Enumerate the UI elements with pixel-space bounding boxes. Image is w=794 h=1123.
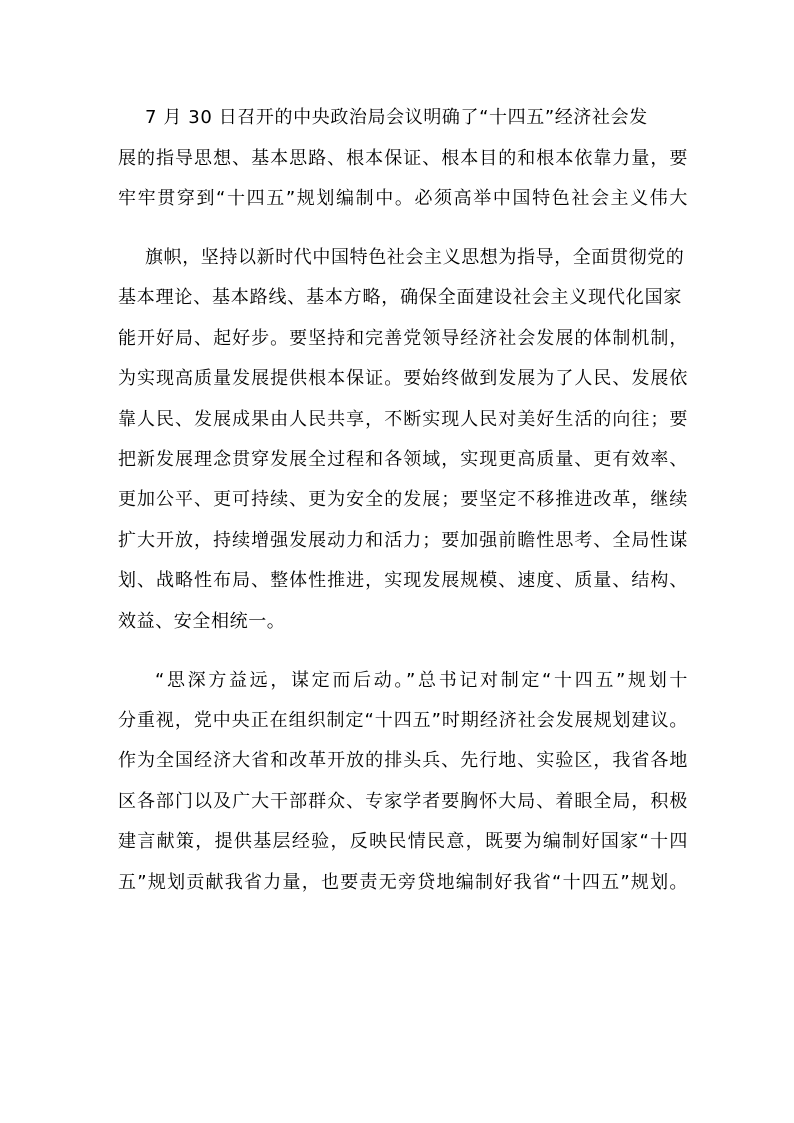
text-line: 作为全国经济大省和改革开放的排头兵、先行地、实验区，我省各地 (118, 750, 688, 771)
text-line: 为实现高质量发展提供根本保证。要始终做到发展为了人民、发展依 (118, 368, 688, 389)
text-line: 扩大开放，持续增强发展动力和活力；要加强前瞻性思考、全局性谋 (118, 530, 688, 551)
text-line: 分重视，党中央正在组织制定“十四五”时期经济社会发展规划建议。 (118, 710, 688, 731)
text-line: 基本理论、基本路线、基本方略，确保全面建设社会主义现代化国家 (118, 287, 682, 308)
text-line: 更加公平、更可持续、更为安全的发展；要坚定不移推进改革，继续 (118, 489, 688, 510)
text-line: 靠人民、发展成果由人民共享，不断实现人民对美好生活的向往；要 (118, 409, 688, 430)
text-line: 区各部门以及广大干部群众、专家学者要胸怀大局、着眼全局，积极 (118, 791, 688, 812)
text-line: 旗帜，坚持以新时代中国特色社会主义思想为指导，全面贯彻党的 (145, 247, 685, 268)
text-line: 五”规划贡献我省力量，也要责无旁贷地编制好我省“十四五”规划。 (118, 872, 688, 893)
text-line: 7 月 30 日召开的中央政治局会议明确了“十四五”经济社会发 (145, 107, 648, 128)
text-line: 牢牢贯穿到“十四五”规划编制中。必须高举中国特色社会主义伟大 (118, 188, 688, 209)
text-line: 能开好局、起好步。要坚持和完善党领导经济社会发展的体制机制， (118, 328, 688, 349)
text-line: 把新发展理念贯穿发展全过程和各领域，实现更高质量、更有效率、 (118, 449, 688, 470)
text-line: “思深方益远，谋定而后动。”总书记对制定“十四五”规划十 (155, 670, 688, 691)
text-line: 划、战略性布局、整体性推进，实现发展规模、速度、质量、结构、 (118, 570, 688, 591)
text-line: 展的指导思想、基本思路、根本保证、根本目的和根本依靠力量，要 (118, 148, 688, 169)
text-line: 效益、安全相统一。 (118, 611, 286, 632)
text-line: 建言献策，提供基层经验，反映民情民意，既要为编制好国家“十四 (118, 831, 688, 852)
